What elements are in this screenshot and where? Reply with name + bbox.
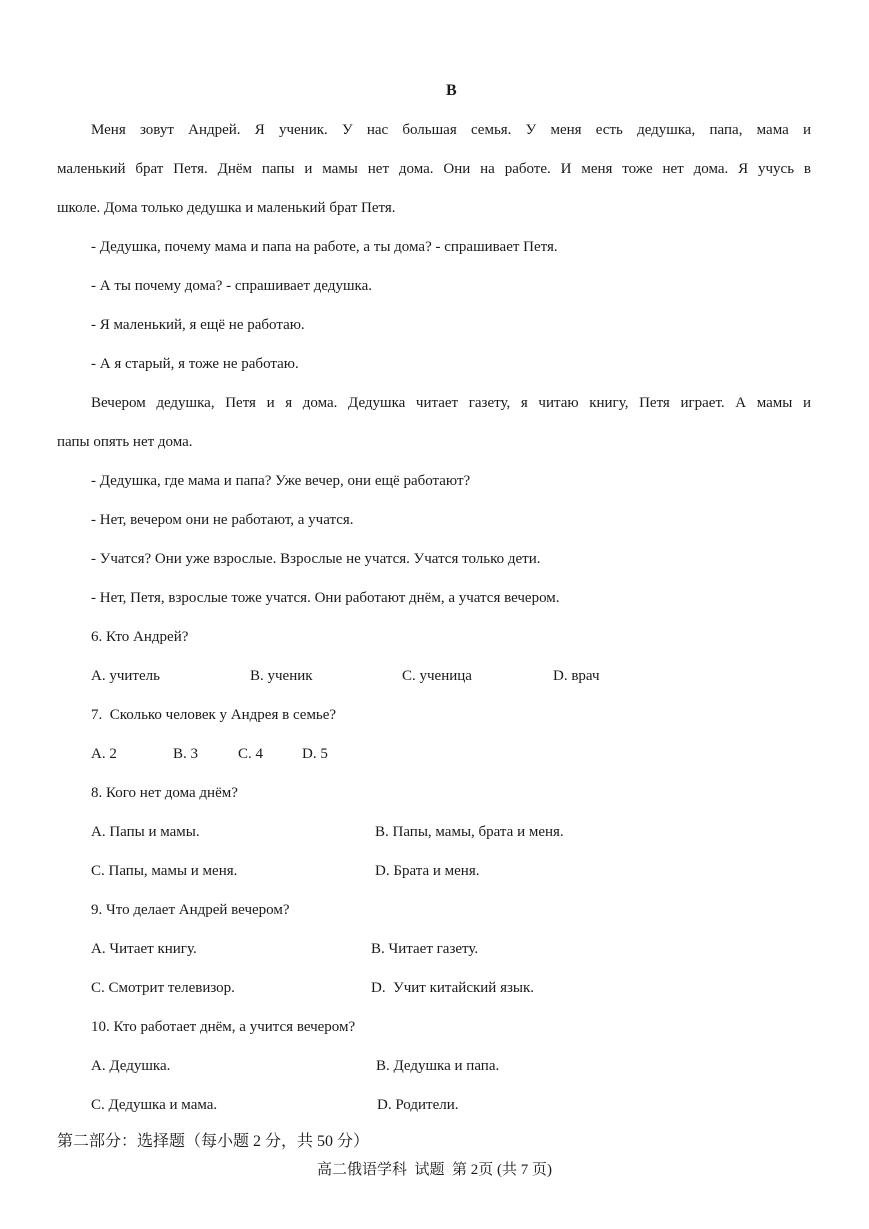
question-10-option-b: B. Дедушка и папа.: [376, 1058, 500, 1074]
question-10-option-a: A. Дедушка.: [91, 1058, 171, 1074]
dialogue-line-3: - Я маленький, я ещё не работаю.: [91, 317, 305, 333]
dialogue-line-5: - Дедушка, где мама и папа? Уже вечер, они ещё работают?: [91, 473, 471, 489]
question-7-option-c: C. 4: [238, 746, 264, 762]
question-9-option-a: A. Читает книгу.: [91, 941, 197, 957]
question-6-option-a: A. учитель: [91, 668, 160, 684]
dialogue-line-4: - А я старый, я тоже не работаю.: [91, 356, 299, 372]
section-title: 第二部分：选择题（每小题 2 分，共 50 分）: [57, 1133, 370, 1150]
dialogue-line-1: - Дедушка, почему мама и папа на работе, а ты дома? - спрашивает Петя.: [91, 239, 558, 255]
question-8-option-a: A. Папы и мамы.: [91, 824, 200, 840]
paragraph-2-line-2: папы опять нет дома.: [57, 434, 193, 450]
paragraph-1-line-3: школе. Дома только дедушка и маленький брат Петя.: [57, 200, 396, 216]
question-8-option-c: C. Папы, мамы и меня.: [91, 863, 238, 879]
question-6: 6. Кто Андрей?: [91, 629, 189, 645]
question-8-option-b: B. Папы, мамы, брата и меня.: [375, 824, 564, 840]
paragraph-2-line-1: Вечером дедушка, Петя и я дома. Дедушка читает газету, я читаю книгу, Петя играет. А мамы и: [91, 395, 811, 411]
dialogue-line-6: - Нет, вечером они не работают, а учатся.: [91, 512, 354, 528]
question-10-option-d: D. Родители.: [377, 1097, 459, 1113]
question-10-option-c: C. Дедушка и мама.: [91, 1097, 218, 1113]
dialogue-line-7: - Учатся? Они уже взрослые. Взрослые не учатся. Учатся только дети.: [91, 551, 541, 567]
question-9-option-d: D. Учит китайский язык.: [371, 980, 535, 996]
page-footer: 高二俄语学科 试题 第 2页 (共 7 页): [317, 1162, 552, 1178]
question-10: 10. Кто работает днём, а учится вечером?: [91, 1019, 356, 1035]
question-8: 8. Кого нет дома днём?: [91, 785, 238, 801]
question-8-option-d: D. Брата и меня.: [375, 863, 480, 879]
paragraph-1-line-1: Меня зовут Андрей. Я ученик. У нас большая семья. У меня есть дедушка, папа, мама и: [91, 122, 811, 138]
question-9-option-b: B. Читает газету.: [371, 941, 479, 957]
question-7: 7. Сколько человек у Андрея в семье?: [91, 707, 337, 723]
passage-heading: B: [446, 82, 457, 99]
question-7-option-d: D. 5: [302, 746, 328, 762]
paragraph-1-line-2: маленький брат Петя. Днём папы и мамы нет дома. Они на работе. И меня тоже нет дома. Я учусь в: [57, 161, 811, 177]
question-6-option-d: D. врач: [553, 668, 600, 684]
question-9-option-c: C. Смотрит телевизор.: [91, 980, 235, 996]
question-9: 9. Что делает Андрей вечером?: [91, 902, 290, 918]
question-7-option-a: A. 2: [91, 746, 117, 762]
dialogue-line-2: - А ты почему дома? - спрашивает дедушка.: [91, 278, 373, 294]
question-6-option-b: B. ученик: [250, 668, 313, 684]
question-7-option-b: B. 3: [173, 746, 199, 762]
dialogue-line-8: - Нет, Петя, взрослые тоже учатся. Они работают днём, а учатся вечером.: [91, 590, 560, 606]
question-6-option-c: C. ученица: [402, 668, 472, 684]
